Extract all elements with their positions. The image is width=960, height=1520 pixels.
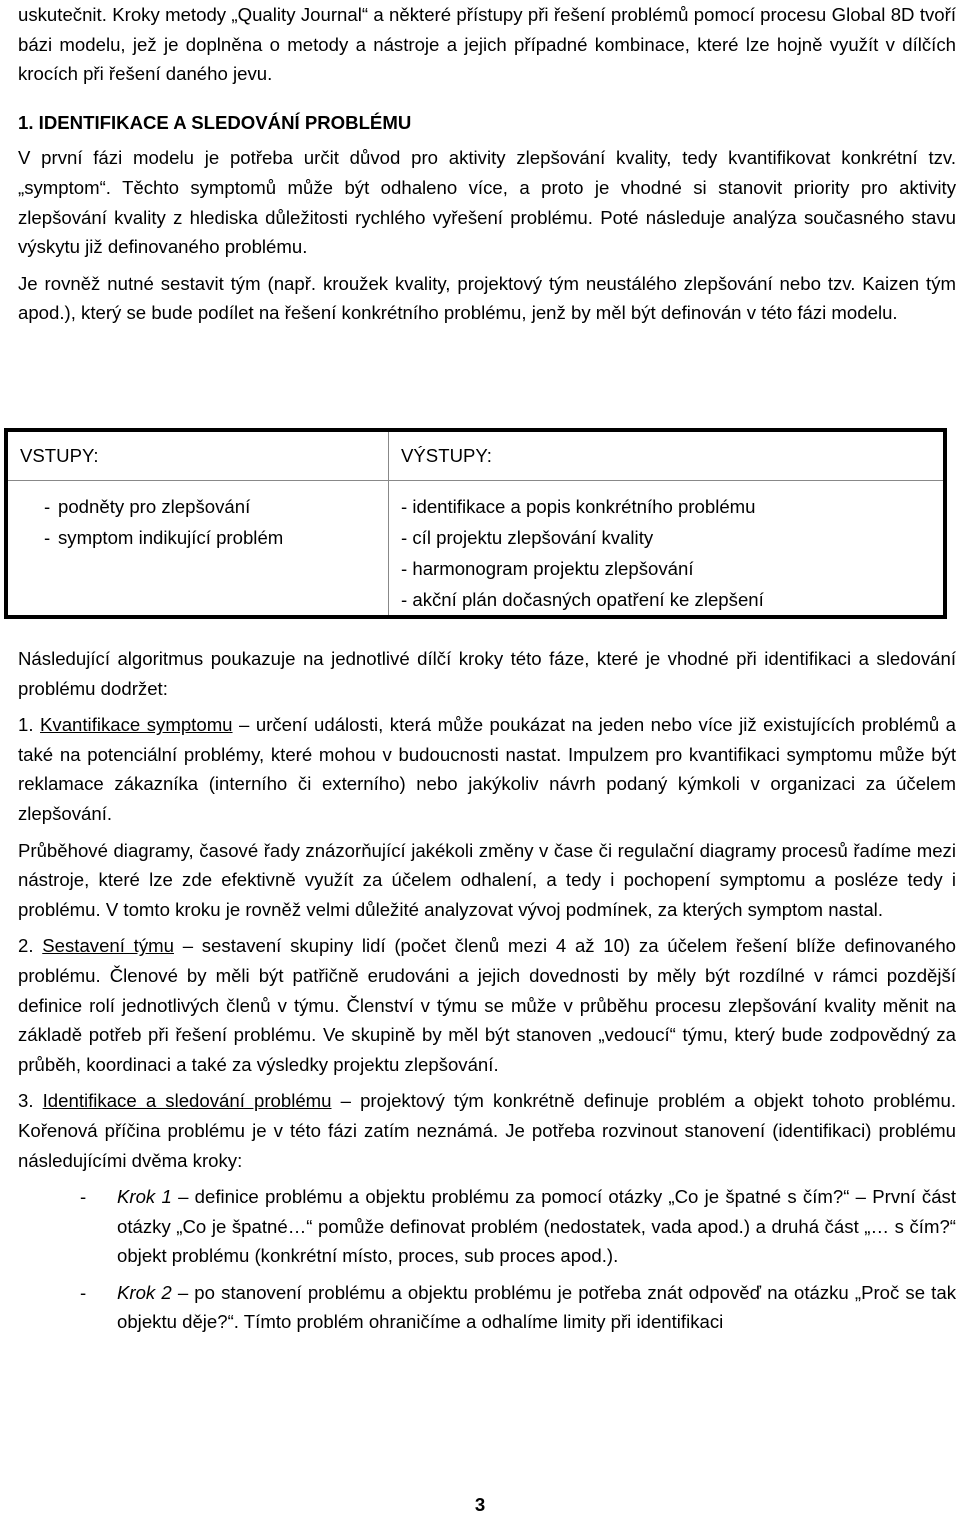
- inputs-list: [20, 491, 376, 553]
- step-2-title: Sestavení týmu: [42, 935, 174, 957]
- section-paragraph-1: V první fázi modelu je potřeba určit důvod pro aktivity zlepšování kvality, tedy kvantifikovat konkrétní tzv. „symptom“. Těchto symptomů může být odhaleno více, a proto je vhodné si stanovit priority pro aktivity zlepšování kvality z hlediska důležitosti rychlého vyřešení problému. Poté následuje analýza současného stavu výskytu již definovaného problému.: [18, 147, 956, 258]
- krok-2-label: Krok 2: [117, 1281, 172, 1303]
- list-item: - podněty pro zlepšování: [44, 496, 251, 517]
- krok-1-label: Krok 1: [117, 1186, 172, 1208]
- section-paragraph-2: Je rovněž nutné sestavit tým (např. kroužek kvality, projektový tým neustálého zlepšování nebo tzv. Kaizen tým apod.), který se bude podílet na řešení konkrétního problému, jenž by měl být definován v této fázi modelu.: [18, 272, 956, 324]
- step-1-continued: Průběhové diagramy, časové řady znázorňující jakékoli změny v čase či regulační diagramy procesů řadíme mezi nástroje, které lze zde efektivně využít za účelem odhalení, a tedy i pochopení symptomu a posléze tedy i problému. V tomto kroku je rovněž velmi důležité analyzovat vývoj podmínek, za kterých symptom nastal.: [18, 839, 956, 920]
- inputs-cell: [6, 481, 389, 618]
- outputs-header: VÝSTUPY:: [389, 430, 946, 481]
- inputs-header: VSTUPY:: [6, 430, 389, 481]
- outputs-cell: [389, 481, 946, 618]
- inputs-outputs-table: [4, 428, 947, 619]
- list-item: - akční plán dočasných opatření ke zlepšení: [401, 589, 764, 610]
- step-3-title: Identifikace a sledování problému: [42, 1090, 332, 1112]
- outputs-list: [401, 491, 931, 615]
- section-heading: 1. IDENTIFIKACE A SLEDOVÁNÍ PROBLÉMU: [18, 111, 412, 133]
- krok-1-item: - Krok 1 – definice problému a objektu problému za pomocí otázky „Co je špatné s čím?“ – První část otázky „Co je špatné…“ pomůže definovat problém (nedostatek, vada apod.) a druhá část „… s čím?“ objekt problému (konkrétní místo, proces, sub proces apod.).: [80, 1186, 956, 1267]
- step-2-paragraph: 2. Sestavení týmu – sestavení skupiny lidí (počet členů mezi 4 až 10) za účelem řešení blíže definovaného problému. Členové by měli být patřičně erudováni a jejich dovednosti by měly být rozdílné v rámci pozdější definice rolí jednotlivých členů v týmu. Členství v týmu se může v průběhu procesu zlepšování kvality měnit na základě potřeb při řešení problému. Ve skupině by měl být stanoven „vedoucí“ týmu, který bude zodpovědný za průběh, koordinaci a také za výsledky projektu zlepšování.: [18, 935, 956, 1075]
- list-item: - harmonogram projektu zlepšování: [401, 558, 694, 579]
- list-item: - cíl projektu zlepšování kvality: [401, 527, 654, 548]
- document-page: [18, 0, 956, 328]
- step-3-paragraph: 3. Identifikace a sledování problému – projektový tým konkrétně definuje problém a objekt tohoto problému. Kořenová příčina problému je v této fázi zatím neznámá. Je potřeba rozvinout stanovení (identifikaci) problému následujícími dvěma kroky:: [18, 1090, 956, 1171]
- list-item: - identifikace a popis konkrétního problému: [401, 496, 756, 517]
- step-1-paragraph: 1. Kvantifikace symptomu – určení události, která může poukázat na jeden nebo více již existujících problémů a také na potenciální problémy, které mohou v budoucnosti nastat. Impulzem pro kvantifikaci symptomu může být reklamace zákazníka (interního či externího) nebo jakýkoliv návrh podaný kýmkoli v organizaci za účelem zlepšování.: [18, 714, 956, 824]
- list-item: - symptom indikující problém: [44, 527, 284, 548]
- page-number: 3: [474, 1494, 486, 1515]
- algorithm-intro: Následující algoritmus poukazuje na jednotlivé dílčí kroky této fáze, které je vhodné při identifikaci a sledování problému dodržet:: [18, 648, 956, 699]
- step-1-title: Kvantifikace symptomu: [40, 714, 233, 736]
- algorithm-section: [18, 644, 956, 1337]
- krok-2-item: - Krok 2 – po stanovení problému a objektu problému je potřeba znát odpověď na otázku „Proč se tak objektu děje?“. Tímto problém ohraničíme a odhalíme limity při identifikaci: [80, 1281, 956, 1333]
- intro-paragraph: uskutečnit. Kroky metody „Quality Journal“ a některé přístupy při řešení problémů pomocí procesu Global 8D tvoří bázi modelu, jež je doplněna o metody a nástroje a jejich případné kombinace, které lze hojně využít v dílčích krocích při řešení daného jevu.: [18, 4, 956, 85]
